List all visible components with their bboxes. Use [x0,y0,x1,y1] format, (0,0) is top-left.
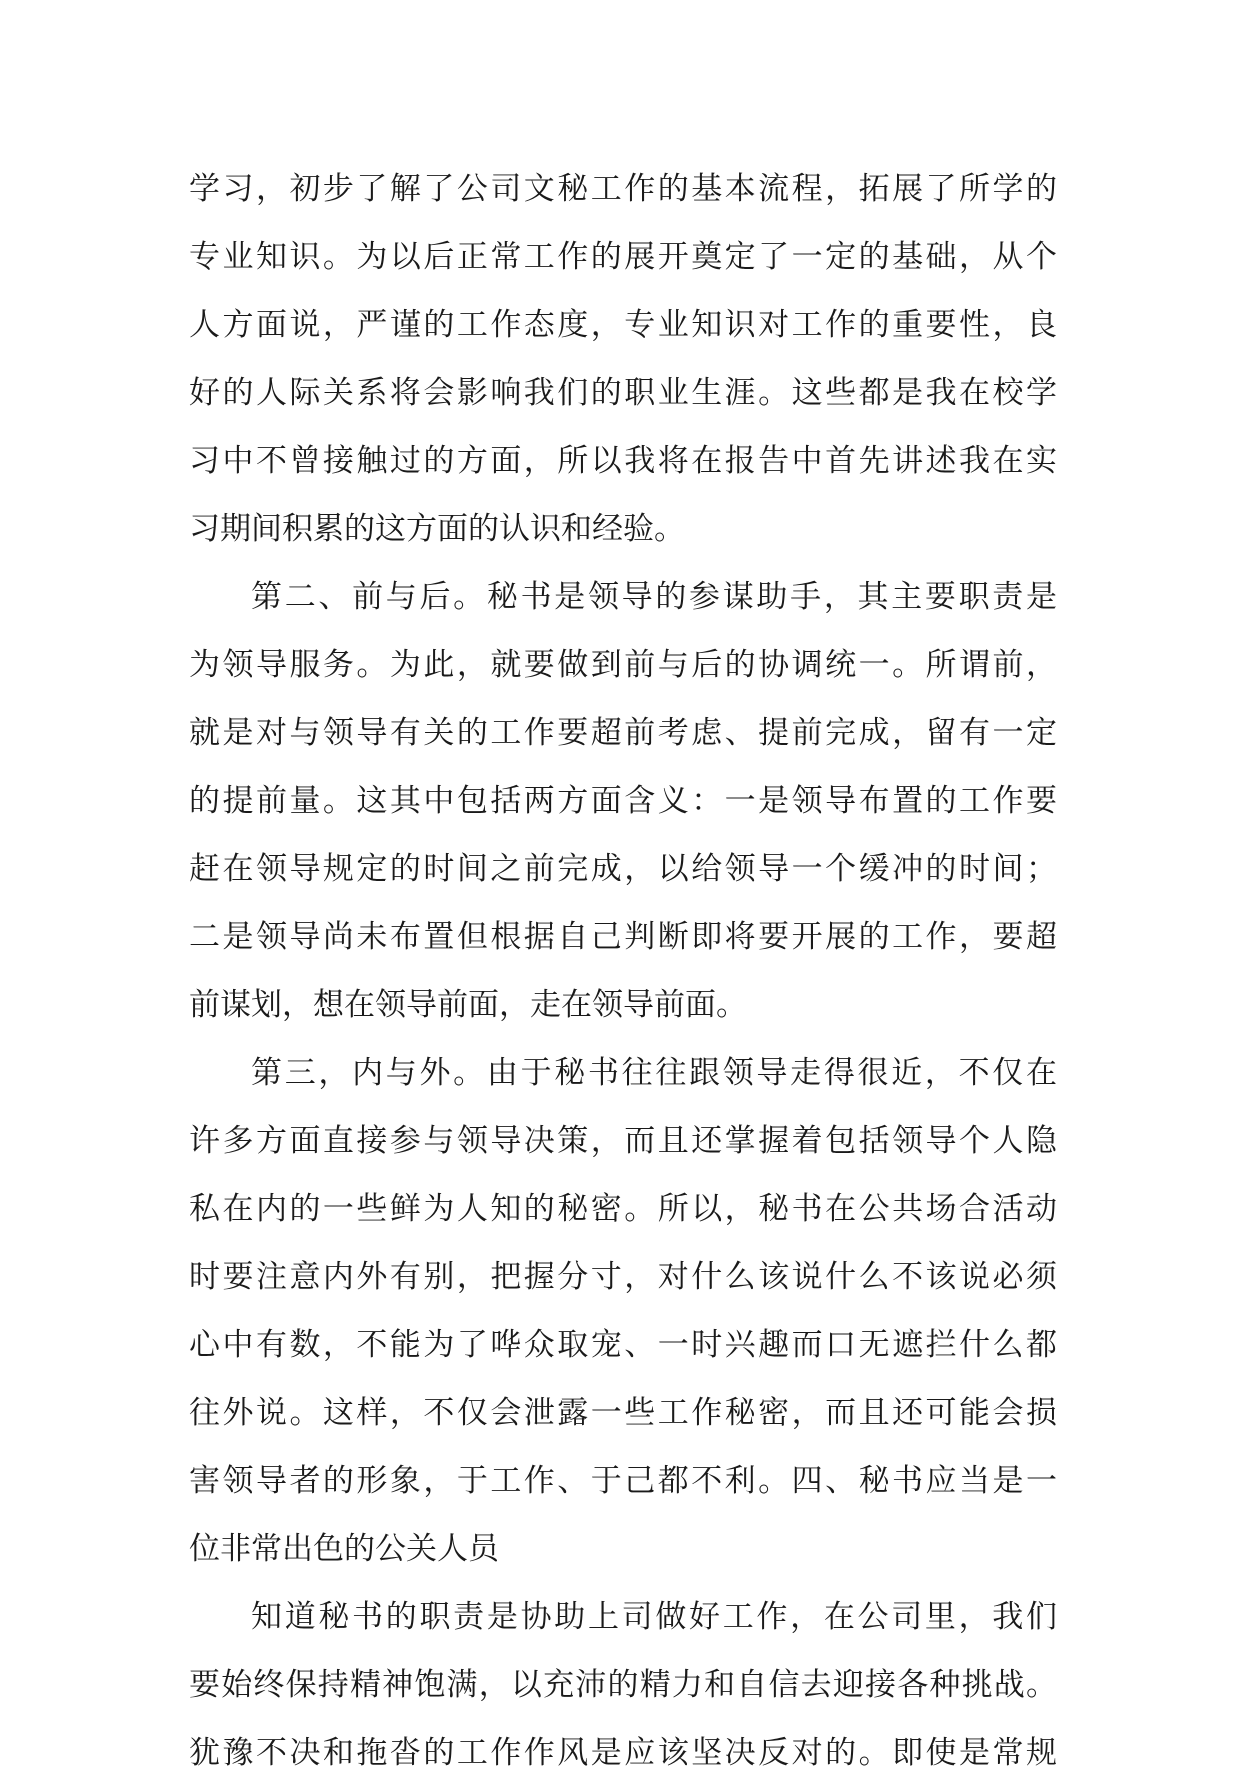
paragraph-2-line-1: 第二、前与后。秘书是领导的参谋助手，其主要职责是 [251,579,1057,615]
paragraph-3-line-2: 许多方面直接参与领导决策，而且还掌握着包括领导个人隐 [189,1123,1057,1159]
paragraph-3-line-3: 私在内的一些鲜为人知的秘密。所以，秘书在公共场合活动 [189,1191,1057,1227]
paragraph-2-line-5: 赶在领导规定的时间之前完成，以给领导一个缓冲的时间； [189,851,1057,887]
paragraph-1-line-3: 人方面说，严谨的工作态度，专业知识对工作的重要性，良 [189,307,1057,343]
paragraph-3-line-8: 位非常出色的公关人员 [189,1531,499,1567]
paragraph-1-line-6: 习期间积累的这方面的认识和经验。 [189,511,685,547]
paragraph-1-line-2: 专业知识。为以后正常工作的展开奠定了一定的基础，从个 [189,239,1057,275]
document-body [189,155,1057,1787]
paragraph-2-line-2: 为领导服务。为此，就要做到前与后的协调统一。所谓前， [189,647,1057,683]
paragraph-1-line-1: 学习，初步了解了公司文秘工作的基本流程，拓展了所学的 [189,171,1057,207]
paragraph-1-line-5: 习中不曾接触过的方面，所以我将在报告中首先讲述我在实 [189,443,1057,479]
paragraph-2-line-4: 的提前量。这其中包括两方面含义：一是领导布置的工作要 [189,783,1057,819]
paragraph-3-line-7: 害领导者的形象，于工作、于己都不利。四、秘书应当是一 [189,1463,1057,1499]
paragraph-3-line-1: 第三，内与外。由于秘书往往跟领导走得很近，不仅在 [251,1055,1057,1091]
paragraph-2-line-6: 二是领导尚未布置但根据自己判断即将要开展的工作，要超 [189,919,1057,955]
paragraph-2-line-7: 前谋划，想在领导前面，走在领导前面。 [189,987,747,1023]
paragraph-3-line-6: 往外说。这样，不仅会泄露一些工作秘密，而且还可能会损 [189,1395,1057,1431]
paragraph-4-line-2: 要始终保持精神饱满，以充沛的精力和自信去迎接各种挑战。 [189,1667,1057,1703]
paragraph-4-line-3: 犹豫不决和拖沓的工作作风是应该坚决反对的。即使是常规 [189,1735,1057,1771]
paragraph-3-line-4: 时要注意内外有别，把握分寸，对什么该说什么不该说必须 [189,1259,1057,1295]
paragraph-4-line-1: 知道秘书的职责是协助上司做好工作，在公司里，我们 [251,1599,1057,1635]
paragraph-2-line-3: 就是对与领导有关的工作要超前考虑、提前完成，留有一定 [189,715,1057,751]
paragraph-1-line-4: 好的人际关系将会影响我们的职业生涯。这些都是我在校学 [189,375,1057,411]
paragraph-3-line-5: 心中有数，不能为了哗众取宠、一时兴趣而口无遮拦什么都 [189,1327,1057,1363]
